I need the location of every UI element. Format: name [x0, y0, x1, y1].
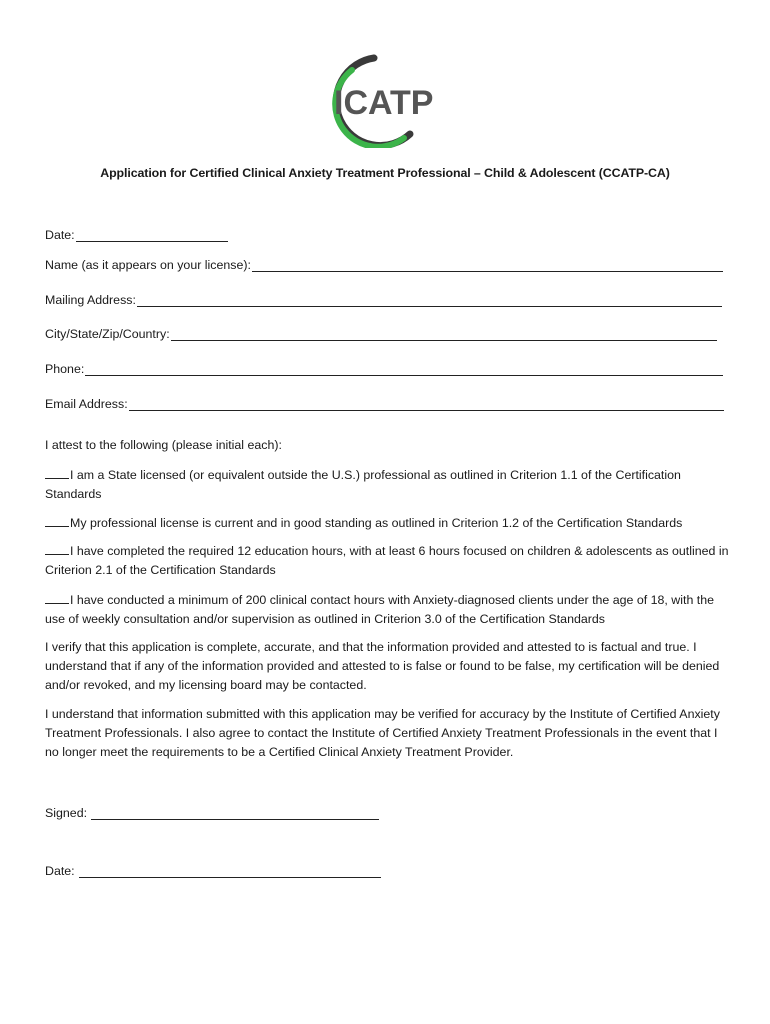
name-label: Name (as it appears on your license): — [45, 258, 251, 272]
icatp-logo — [322, 52, 448, 148]
name-input[interactable] — [252, 258, 723, 272]
date-label: Date: — [45, 228, 75, 242]
attestation-item — [45, 542, 730, 580]
phone-field-row — [45, 358, 723, 376]
signed-label: Signed: — [45, 806, 88, 820]
date-field-row — [45, 224, 228, 242]
city-state-zip-field-row — [45, 323, 717, 341]
date-bottom-label: Date: — [45, 864, 75, 878]
city-state-zip-input[interactable] — [171, 327, 717, 341]
signed-field-row — [45, 802, 379, 820]
attestation-item — [45, 591, 730, 629]
attestation-text: I am a State licensed (or equivalent outside the U.S.) professional as outlined in Criterion 1.1 of the Certification Standards — [45, 468, 681, 501]
attestation-item — [45, 466, 730, 504]
mailing-address-label: Mailing Address: — [45, 293, 136, 307]
phone-input[interactable] — [85, 362, 723, 376]
initial-blank[interactable] — [45, 591, 69, 604]
city-state-zip-label: City/State/Zip/Country: — [45, 327, 170, 341]
mailing-address-input[interactable] — [137, 293, 722, 307]
attestation-text: My professional license is current and in good standing as outlined in Criterion 1.2 of the Certification Standards — [70, 516, 683, 530]
attestation-text: I have conducted a minimum of 200 clinical contact hours with Anxiety-diagnosed clients under the age of 18, with the use of weekly consultation and/or supervision as outlined in Criterion 3.0 of the Certification Standards — [45, 593, 714, 626]
initial-blank[interactable] — [45, 542, 69, 555]
email-field-row — [45, 393, 724, 411]
mailing-address-field-row — [45, 289, 722, 307]
email-label: Email Address: — [45, 397, 128, 411]
svg-text:ICATP: ICATP — [334, 84, 434, 122]
icatp-logo-graphic — [322, 52, 448, 148]
initial-blank[interactable] — [45, 514, 69, 527]
date-input[interactable] — [76, 228, 228, 242]
name-field-row — [45, 254, 723, 272]
verify-paragraph: I verify that this application is complete, accurate, and that the information provided and attested to is factual and true. I understand that if any of the information provided and attested to is false or found to be false, my certification will be denied and/or revoked, and my licensing board may be contacted. — [45, 640, 720, 692]
date-bottom-field-row — [45, 860, 381, 878]
attest-intro: I attest to the following (please initial each): — [45, 438, 282, 452]
initial-blank[interactable] — [45, 466, 69, 479]
signature-input[interactable] — [91, 806, 379, 820]
email-input[interactable] — [129, 397, 724, 411]
phone-label: Phone: — [45, 362, 85, 376]
understand-paragraph: I understand that information submitted with this application may be verified for accuracy by the Institute of Certified Anxiety Treatment Professionals. I also agree to contact the Institute of Certified Anxiety Treatment Professionals in the event that I no longer meet the requirements to be a Certified Clinical Anxiety Treatment Provider. — [45, 707, 720, 759]
form-title: Application for Certified Clinical Anxiety Treatment Professional – Child & Adolescent (CCATP-CA) — [100, 166, 670, 180]
attestation-text: I have completed the required 12 education hours, with at least 6 hours focused on children & adolescents as outlined in Criterion 2.1 of the Certification Standards — [45, 544, 729, 577]
attestation-item — [45, 514, 730, 533]
date-bottom-input[interactable] — [79, 864, 381, 878]
